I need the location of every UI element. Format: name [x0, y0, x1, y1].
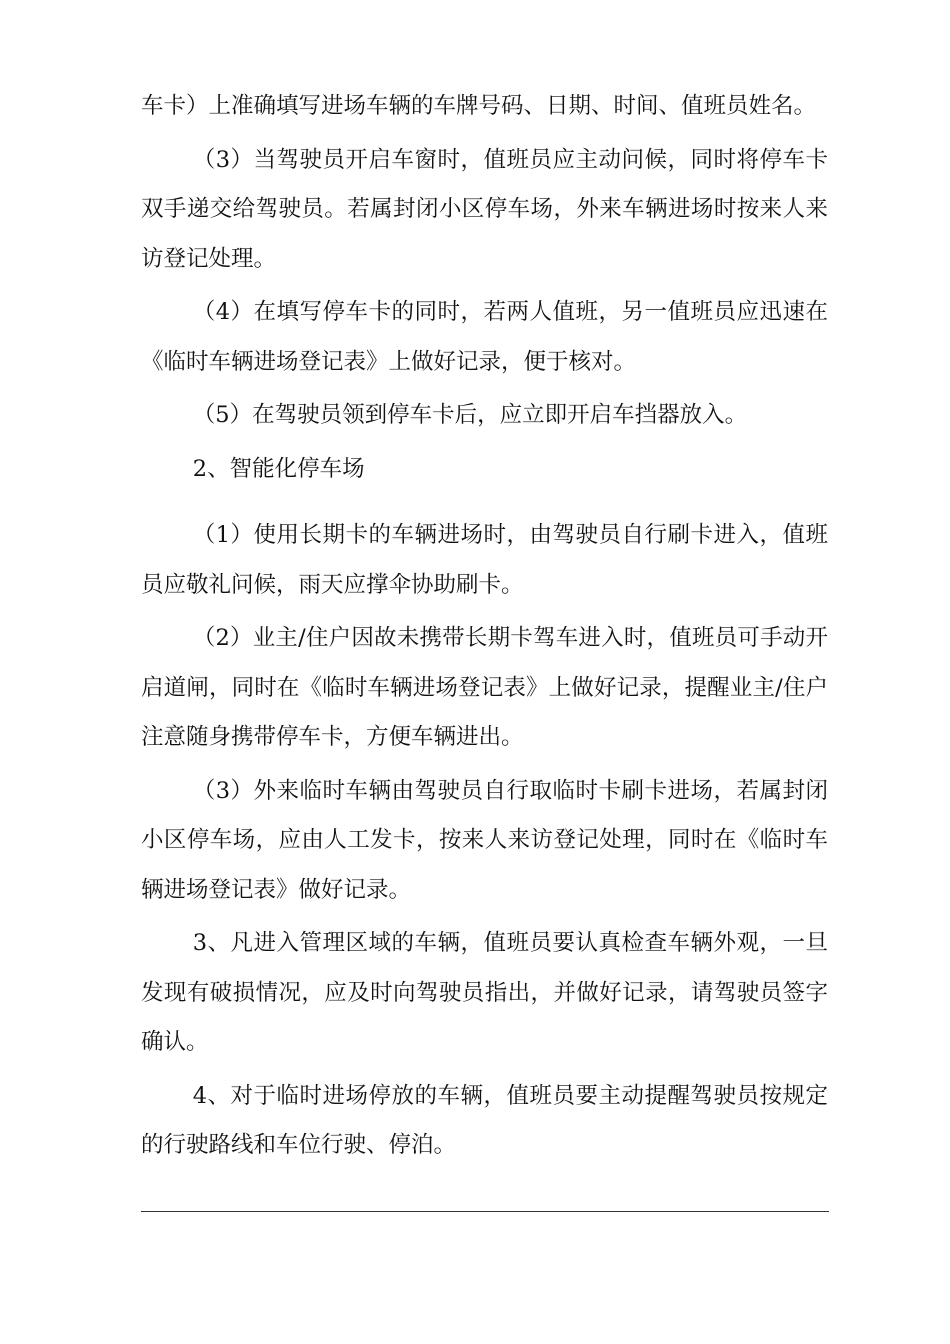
- paragraph-smart-item-1: （1）使用长期卡的车辆进场时，由驾驶员自行刷卡进入，值班员应敬礼问候，雨天应撑伞协助刷卡。: [141, 522, 828, 598]
- section-heading-2: 2、智能化停车场: [192, 455, 365, 482]
- paragraph-continuation: 车卡）上准确填写进场车辆的车牌号码、日期、时间、值班员姓名。: [141, 93, 817, 119]
- section-paragraph-3: 3、凡进入管理区域的车辆，值班员要认真检查车辆外观，一旦发现有破损情况，应及时向驾驶员指出，并做好记录，请驾驶员签字确认。: [141, 930, 828, 1055]
- paragraph-item-3: （3）当驾驶员开启车窗时，值班员应主动问候，同时将停车卡双手递交给驾驶员。若属封闭小区停车场，外来车辆进场时按来人来访登记处理。: [141, 146, 828, 272]
- paragraph-item-4: （4）在填写停车卡的同时，若两人值班，另一值班员应迅速在《临时车辆进场登记表》上做好记录，便于核对。: [141, 299, 828, 375]
- section-paragraph-4: 4、对于临时进场停放的车辆，值班员要主动提醒驾驶员按规定的行驶路线和车位行驶、停泊。: [141, 1082, 828, 1158]
- footer-divider: [141, 1211, 829, 1212]
- document-body: [141, 82, 828, 1171]
- paragraph-item-5: （5）在驾驶员领到停车卡后，应立即开启车挡器放入。: [192, 402, 748, 428]
- paragraph-smart-item-2: （2）业主/住户因故未携带长期卡驾车进入时，值班员可手动开启道闸，同时在《临时车辆进场登记表》上做好记录，提醒业主/住户注意随身携带停车卡，方便车辆进出。: [141, 625, 828, 750]
- paragraph-smart-item-3: （3）外来临时车辆由驾驶员自行取临时卡刷卡进场，若属封闭小区停车场，应由人工发卡，按来人来访登记处理，同时在《临时车辆进场登记表》做好记录。: [141, 777, 828, 903]
